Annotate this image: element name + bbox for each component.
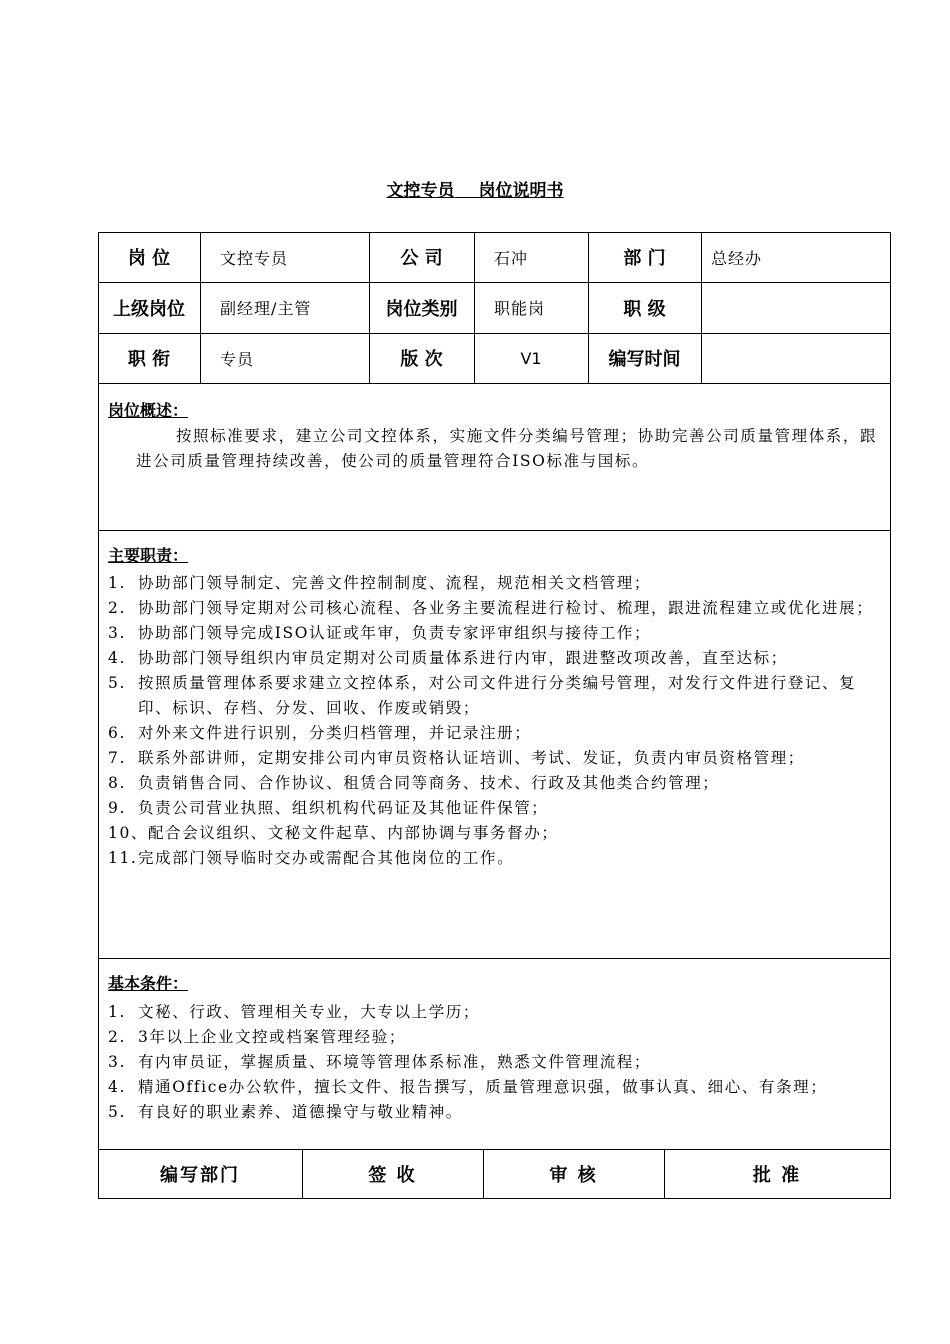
list-item-number: 6.	[108, 724, 126, 742]
list-item-text: 协助部门领导完成ISO认证或年审，负责专家评审组织与接待工作；	[138, 624, 652, 642]
title-underline-gap	[455, 182, 479, 198]
list-item-number: 2.	[108, 1028, 126, 1046]
list-item	[108, 846, 881, 871]
value-grade	[701, 282, 890, 333]
label-position: 岗 位	[127, 248, 171, 269]
list-item-text: 完成部门领导临时交办或需配合其他岗位的工作。	[138, 849, 515, 867]
signoff-written-dept: 编写部门	[160, 1164, 240, 1186]
list-item-text: 协助部门领导组织内审员定期对公司质量体系进行内审，跟进整改项改善，直至达标；	[138, 649, 788, 667]
list-item-text: 按照质量管理体系要求建立文控体系，对公司文件进行分类编号管理，对发行文件进行登记、复印、标识、存档、分发、回收、作废或销毁；	[138, 674, 857, 717]
list-item-number: 1.	[108, 574, 126, 592]
list-item	[108, 596, 881, 621]
requirements-heading: 基本条件：	[108, 974, 189, 993]
label-rank: 职 衔	[127, 349, 171, 370]
label-grade: 职 级	[623, 298, 666, 320]
list-item-text: 文秘、行政、管理相关专业，大专以上学历；	[138, 1003, 481, 1021]
label-version: 版 次	[400, 349, 443, 370]
title-doc-type: 岗位说明书	[478, 181, 564, 201]
value-written-date	[701, 333, 890, 383]
list-item-number: 8.	[108, 774, 126, 792]
duties-heading: 主要职责：	[108, 546, 189, 565]
list-item-text: 配合会议组织、文秘文件起草、内部协调与事务督办；	[148, 824, 559, 842]
list-item	[108, 821, 881, 846]
list-item-number: 2.	[108, 599, 126, 617]
list-item-text: 3年以上企业文控或档案管理经验；	[138, 1028, 406, 1046]
list-item-number: 4.	[108, 649, 126, 667]
list-item	[108, 571, 881, 596]
list-item-text: 协助部门领导制定、完善文件控制制度、流程，规范相关文档管理；	[138, 574, 652, 592]
label-department: 部 门	[623, 248, 666, 269]
list-item-text: 负责公司营业执照、组织机构代码证及其他证件保管；	[138, 799, 549, 817]
list-item-number: 5.	[108, 674, 126, 692]
list-item-text: 有内审员证，掌握质量、环境等管理体系标准，熟悉文件管理流程；	[138, 1053, 652, 1071]
list-item-number: 11.	[108, 849, 138, 867]
label-superior: 上级岗位	[113, 298, 185, 320]
value-version: V1	[520, 348, 542, 368]
label-company: 公 司	[400, 248, 443, 269]
list-item-number: 4.	[108, 1078, 126, 1096]
overview-heading: 岗位概述：	[108, 401, 189, 420]
label-written-date: 编写时间	[608, 349, 681, 370]
list-item	[108, 1100, 881, 1125]
list-item	[108, 771, 881, 796]
list-item	[108, 796, 881, 821]
list-item-number: 3.	[108, 624, 126, 642]
requirements-list	[108, 1000, 881, 1125]
signoff-approved: 批 准	[752, 1164, 802, 1186]
list-item	[108, 621, 881, 646]
document-title	[0, 176, 950, 201]
value-department: 总经办	[711, 248, 763, 268]
list-item	[108, 721, 881, 746]
list-item-text: 联系外部讲师，定期安排公司内审员资格认证培训、考试、发证，负责内审员资格管理；	[138, 749, 805, 767]
list-item	[108, 646, 881, 671]
list-item	[108, 1075, 881, 1100]
signoff-received: 签 收	[368, 1164, 417, 1186]
list-item-number: 7.	[108, 749, 126, 767]
value-category: 职能岗	[494, 299, 546, 318]
list-item	[108, 1050, 881, 1075]
label-category: 岗位类别	[385, 298, 458, 320]
list-item	[108, 671, 881, 721]
list-item	[108, 746, 881, 771]
list-item-text: 负责销售合同、合作协议、租赁合同等商务、技术、行政及其他类合约管理；	[138, 774, 720, 792]
list-item	[108, 1025, 881, 1050]
list-item-number: 3.	[108, 1053, 126, 1071]
value-superior: 副经理/主管	[220, 299, 312, 318]
value-rank: 专员	[220, 349, 255, 369]
value-position: 文控专员	[220, 248, 289, 268]
list-item-number: 10、	[108, 824, 149, 842]
overview-text: 按照标准要求，建立公司文控体系，实施文件分类编号管理；协助完善公司质量管理体系，跟进公司质量管理持续改善，使公司的质量管理符合ISO标准与国标。	[136, 427, 878, 470]
list-item-number: 9.	[108, 799, 126, 817]
list-item-text: 精通Office办公软件，擅长文件、报告撰写，质量管理意识强，做事认真、细心、有条理；	[138, 1078, 828, 1096]
value-company: 石冲	[494, 248, 529, 268]
list-item-text: 对外来文件进行识别，分类归档管理，并记录注册；	[138, 724, 532, 742]
list-item-text: 有良好的职业素养、道德操守与敬业精神。	[138, 1103, 463, 1121]
list-item-number: 1.	[108, 1003, 126, 1021]
job-description-table	[98, 232, 891, 1199]
list-item	[108, 1000, 881, 1025]
list-item-text: 协助部门领导定期对公司核心流程、各业务主要流程进行检讨、梳理，跟进流程建立或优化进展；	[138, 599, 874, 617]
list-item-number: 5.	[108, 1103, 126, 1121]
title-position-name: 文控专员	[386, 181, 455, 201]
duties-list	[108, 571, 881, 871]
signoff-reviewed: 审 核	[549, 1164, 598, 1186]
